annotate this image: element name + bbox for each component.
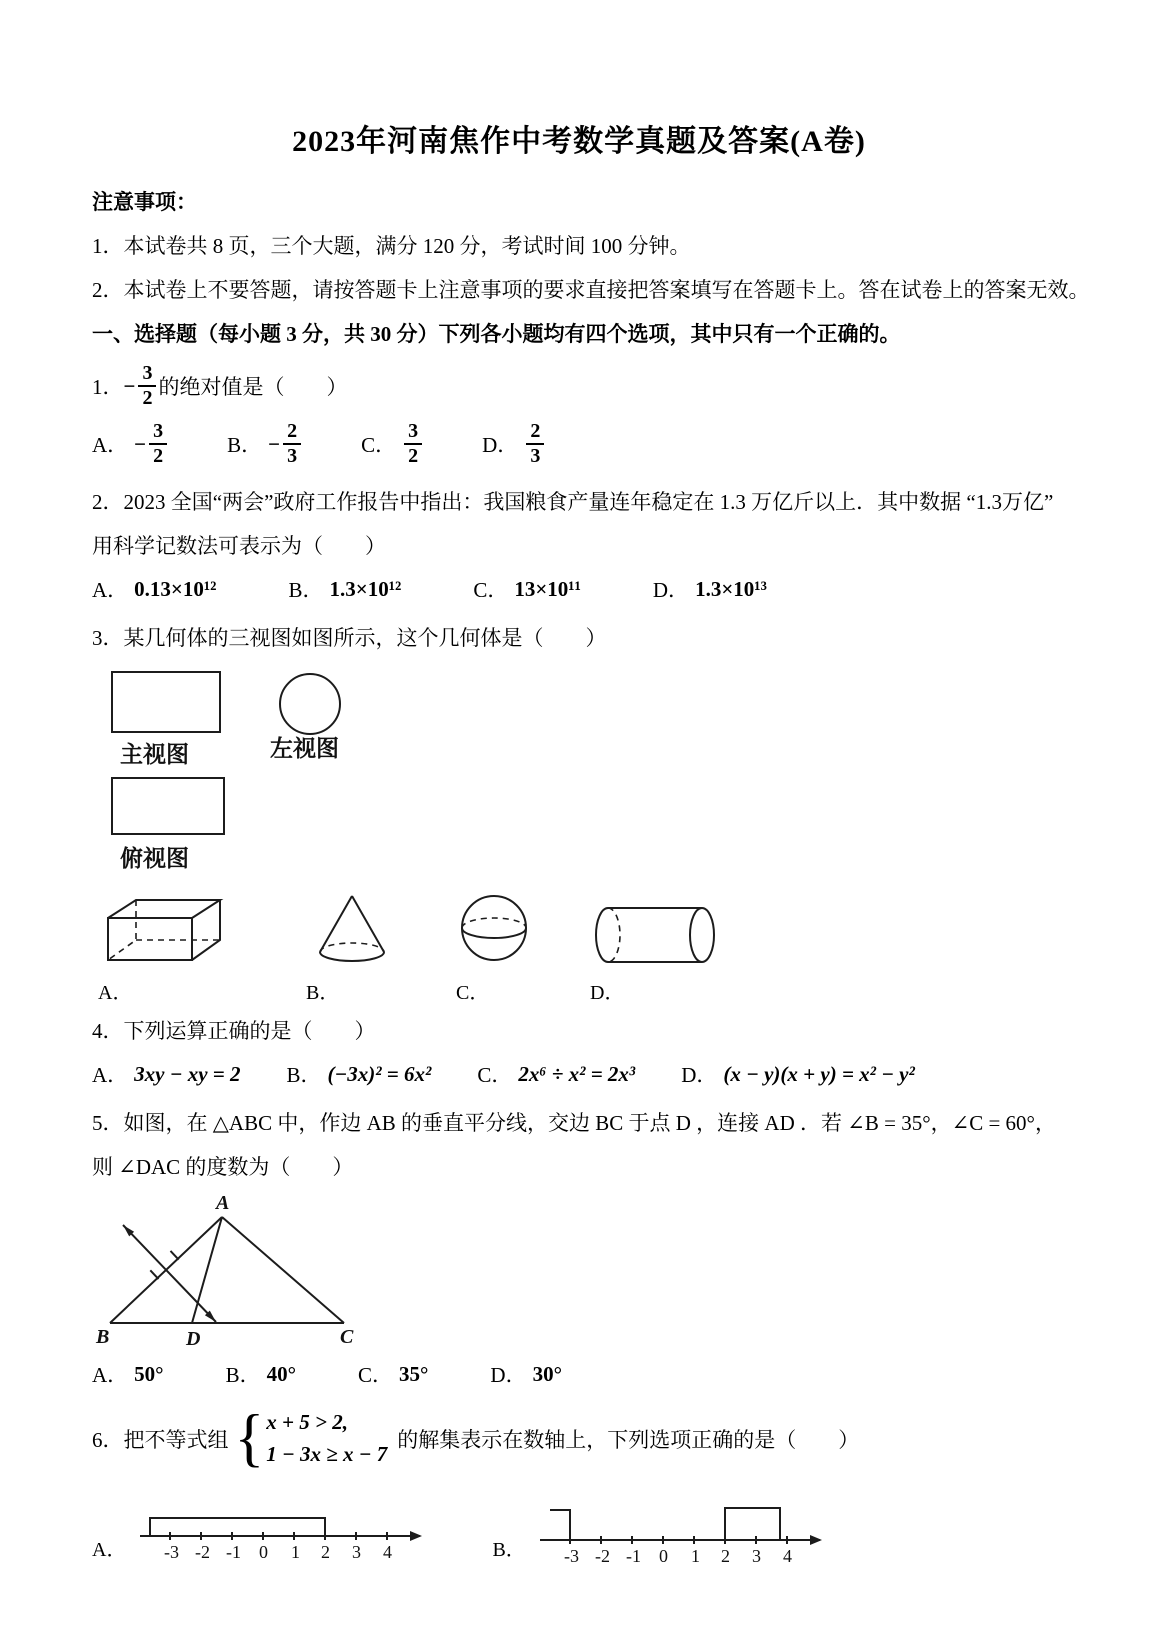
q4-stem: 4．下列运算正确的是（ ） xyxy=(92,1019,376,1043)
tick-label: 1 xyxy=(291,1542,301,1562)
option-label: A． xyxy=(92,1363,129,1387)
q2-stem-line2: 用科学记数法可表示为（ ） xyxy=(92,534,386,558)
option-fraction xyxy=(404,420,422,468)
page-title: 2023年河南焦作中考数学真题及答案(A卷) xyxy=(292,125,866,158)
option-value: 13×10¹¹ xyxy=(514,576,581,601)
inequality-2: 1 − 3x ≥ x − 7 xyxy=(266,1441,388,1466)
axis-arrowhead xyxy=(810,1535,822,1545)
q6-option-b-label: B． xyxy=(492,1539,526,1561)
tick-label: 4 xyxy=(383,1542,393,1562)
option-fraction xyxy=(283,420,301,468)
q5-option-d xyxy=(490,1359,562,1389)
option-label: A． xyxy=(92,1063,129,1087)
q2-stem-line1: 2．2023 全国“两会”政府工作报告中指出：我国粮食产量连年稳定在 1.3 万亿斤以上．其中数据 “1.3万亿” xyxy=(92,490,1054,514)
three-views-drawing xyxy=(92,666,472,884)
solution-step-box xyxy=(725,1508,780,1540)
solution-segment-box xyxy=(150,1518,325,1536)
note-item-1: 1．本试卷共 8 页，三个大题，满分 120 分，考试时间 100 分钟。 xyxy=(92,234,691,258)
fraction-numerator: 3 xyxy=(138,362,156,387)
tick-label: -3 xyxy=(563,1546,579,1566)
fraction-numerator: 2 xyxy=(526,420,544,445)
q5-option-b xyxy=(226,1359,296,1389)
tick-label: 3 xyxy=(352,1542,362,1562)
tick-label: 4 xyxy=(782,1546,792,1566)
inequality-1: x + 5 > 2, xyxy=(266,1410,348,1434)
top-view-label: 俯视图 xyxy=(120,846,189,871)
fraction-denominator: 3 xyxy=(287,445,298,467)
q5-stem-line2: 则 ∠DAC 的度数为（ ） xyxy=(92,1155,354,1179)
front-view-rect xyxy=(112,672,220,732)
q5-options xyxy=(92,1359,1066,1389)
tick-label: 2 xyxy=(720,1546,730,1566)
option-value: 1.3×10¹² xyxy=(329,576,402,601)
option-value: 30° xyxy=(532,1361,562,1386)
cone-base-back xyxy=(320,943,384,952)
q2-option-b xyxy=(288,574,401,604)
tick-label: -1 xyxy=(625,1546,641,1566)
option-value: 35° xyxy=(399,1361,429,1386)
q2-option-a xyxy=(92,574,216,604)
q4-option-b xyxy=(287,1059,432,1089)
tick-label: -1 xyxy=(226,1542,242,1562)
option-label: D． xyxy=(652,578,690,602)
option-value: 3xy − xy = 2 xyxy=(134,1061,241,1086)
option-label: D． xyxy=(490,1363,527,1387)
fraction-numerator: 2 xyxy=(283,420,301,445)
q3-shape-c xyxy=(456,890,532,1005)
option-label: D． xyxy=(681,1063,718,1087)
tick-label: 2 xyxy=(321,1542,331,1562)
tick-label: 0 xyxy=(259,1542,269,1562)
q3-option-b-label: B． xyxy=(306,982,340,1004)
cylinder-icon xyxy=(590,900,722,972)
option-value: 40° xyxy=(266,1361,296,1386)
q1-fraction xyxy=(138,362,156,410)
fraction-denominator: 2 xyxy=(153,445,164,467)
option-label: B． xyxy=(225,1363,261,1387)
option-value: 50° xyxy=(134,1361,164,1386)
sphere-icon xyxy=(456,890,532,972)
tick-label: 0 xyxy=(658,1546,668,1566)
q2-option-d xyxy=(653,574,767,604)
option-label: C． xyxy=(477,1063,513,1087)
q1-option-a xyxy=(92,420,169,468)
sphere-equator-front xyxy=(462,928,526,938)
minus-sign: − xyxy=(268,431,281,456)
option-label: A． xyxy=(92,578,129,602)
cone-icon xyxy=(306,890,398,972)
tick-label: -2 xyxy=(195,1542,211,1562)
q3-shape-a xyxy=(98,890,248,1005)
cuboid-top xyxy=(108,900,220,918)
front-view-label: 主视图 xyxy=(120,742,189,767)
q1-stem xyxy=(92,362,1066,410)
option-value: 0.13×10¹² xyxy=(134,576,217,601)
fraction-numerator: 3 xyxy=(149,420,167,445)
equal-segment-ticks xyxy=(150,1251,178,1279)
q3-option-d-label: D． xyxy=(590,982,625,1004)
q3-shape-d xyxy=(590,900,722,1005)
fraction-denominator: 2 xyxy=(142,387,153,409)
axis-arrowhead xyxy=(410,1531,422,1541)
q4-option-a xyxy=(92,1059,241,1089)
q5-stem-line1: 5．如图，在 △ABC 中，作边 AB 的垂直平分线，交边 BC 于点 D ，连接 AD ．若 ∠B = 35°，∠C = 60°， xyxy=(92,1111,1056,1135)
q1-option-d xyxy=(482,420,546,468)
cylinder-left-front xyxy=(596,908,608,962)
number-line-b xyxy=(534,1496,834,1566)
option-label: B． xyxy=(288,578,324,602)
minus-sign: − xyxy=(134,431,147,456)
q3-option-a-label: A． xyxy=(98,982,133,1004)
option-value: 1.3×10¹³ xyxy=(695,576,767,601)
q3-shape-b xyxy=(306,890,398,1005)
notes-heading: 注意事项： xyxy=(92,190,197,214)
q6-stem-after: 的解集表示在数轴上，下列选项正确的是（ ） xyxy=(397,1427,860,1452)
left-endpoint-mark xyxy=(550,1510,570,1540)
option-label: A． xyxy=(92,433,129,457)
cuboid-front xyxy=(108,918,192,960)
q4-option-d xyxy=(681,1059,915,1089)
q4-options xyxy=(92,1059,1066,1089)
option-fraction xyxy=(149,420,167,468)
q6-stem-before: 6．把不等式组 xyxy=(92,1427,229,1452)
q1-option-b xyxy=(227,420,303,468)
perpendicular-bisector xyxy=(123,1225,216,1322)
q2-options xyxy=(92,574,1066,604)
q1-minus-sign: − xyxy=(123,373,136,398)
system-brace: { xyxy=(234,1401,265,1474)
q1-stem-text: 的绝对值是（ ） xyxy=(158,375,348,399)
q6-option-figures xyxy=(92,1496,1066,1566)
q1-option-c xyxy=(361,420,424,468)
q5-option-a xyxy=(92,1359,164,1389)
option-value: (−3x)² = 6x² xyxy=(327,1061,432,1086)
q1-number: 1． xyxy=(92,375,124,399)
tick-label: -3 xyxy=(164,1542,180,1562)
option-value: (x − y)(x + y) = x² − y² xyxy=(723,1061,915,1086)
option-label: C． xyxy=(473,578,509,602)
q3-option-c-label: C． xyxy=(456,982,490,1004)
cone-base-front xyxy=(320,952,384,961)
section-heading: 一、选择题（每小题 3 分，共 30 分）下列各小题均有四个选项，其中只有一个正确的。 xyxy=(92,322,901,346)
q4-option-c xyxy=(477,1059,635,1089)
sphere-outline xyxy=(462,896,526,960)
tick-label: -2 xyxy=(594,1546,610,1566)
option-label: C． xyxy=(361,433,397,457)
option-label: B． xyxy=(227,433,263,457)
cylinder-left-back xyxy=(608,908,620,962)
q2-option-c xyxy=(473,574,581,604)
q5-option-c xyxy=(358,1359,428,1389)
tick-label: 1 xyxy=(690,1546,700,1566)
option-value: 2x⁶ ÷ x² = 2x³ xyxy=(518,1061,636,1086)
fraction-denominator: 3 xyxy=(530,445,541,467)
cylinder-right-end xyxy=(690,908,714,962)
triangle-drawing xyxy=(92,1195,382,1353)
q1-options xyxy=(92,420,1066,468)
cylinder-body xyxy=(608,908,702,962)
q3-stem: 3．某几何体的三视图如图所示，这个几何体是（ ） xyxy=(92,626,607,650)
q3-three-views-figure xyxy=(92,666,1066,884)
vertex-label-d: D xyxy=(186,1328,201,1350)
number-line-a xyxy=(134,1496,434,1566)
triangle-edges xyxy=(110,1217,344,1323)
option-label: C． xyxy=(358,1363,394,1387)
vertex-label-b: B xyxy=(96,1326,110,1348)
option-label: D． xyxy=(482,433,519,457)
sphere-equator-back xyxy=(462,918,526,928)
q5-triangle-figure xyxy=(92,1195,1066,1353)
tick-label: 3 xyxy=(751,1546,761,1566)
q6-stem xyxy=(92,1401,1066,1474)
q6-option-a-label: A． xyxy=(92,1539,127,1561)
side-view-circle xyxy=(280,674,340,734)
note-item-2: 2．本试卷上不要答题，请按答题卡上注意事项的要求直接把答案填写在答题卡上。答在试卷上的答案无效。 xyxy=(92,278,1090,302)
vertex-label-c: C xyxy=(340,1326,354,1348)
option-label: B． xyxy=(286,1063,322,1087)
top-view-rect xyxy=(112,778,224,834)
side-view-label: 左视图 xyxy=(270,736,339,761)
vertex-label-a: A xyxy=(216,1195,230,1214)
fraction-numerator: 3 xyxy=(404,420,422,445)
inequality-system xyxy=(266,1407,387,1470)
fraction-denominator: 2 xyxy=(408,445,419,467)
option-fraction xyxy=(526,420,544,468)
q3-option-shapes xyxy=(98,890,1066,1005)
cuboid-icon xyxy=(98,890,248,972)
